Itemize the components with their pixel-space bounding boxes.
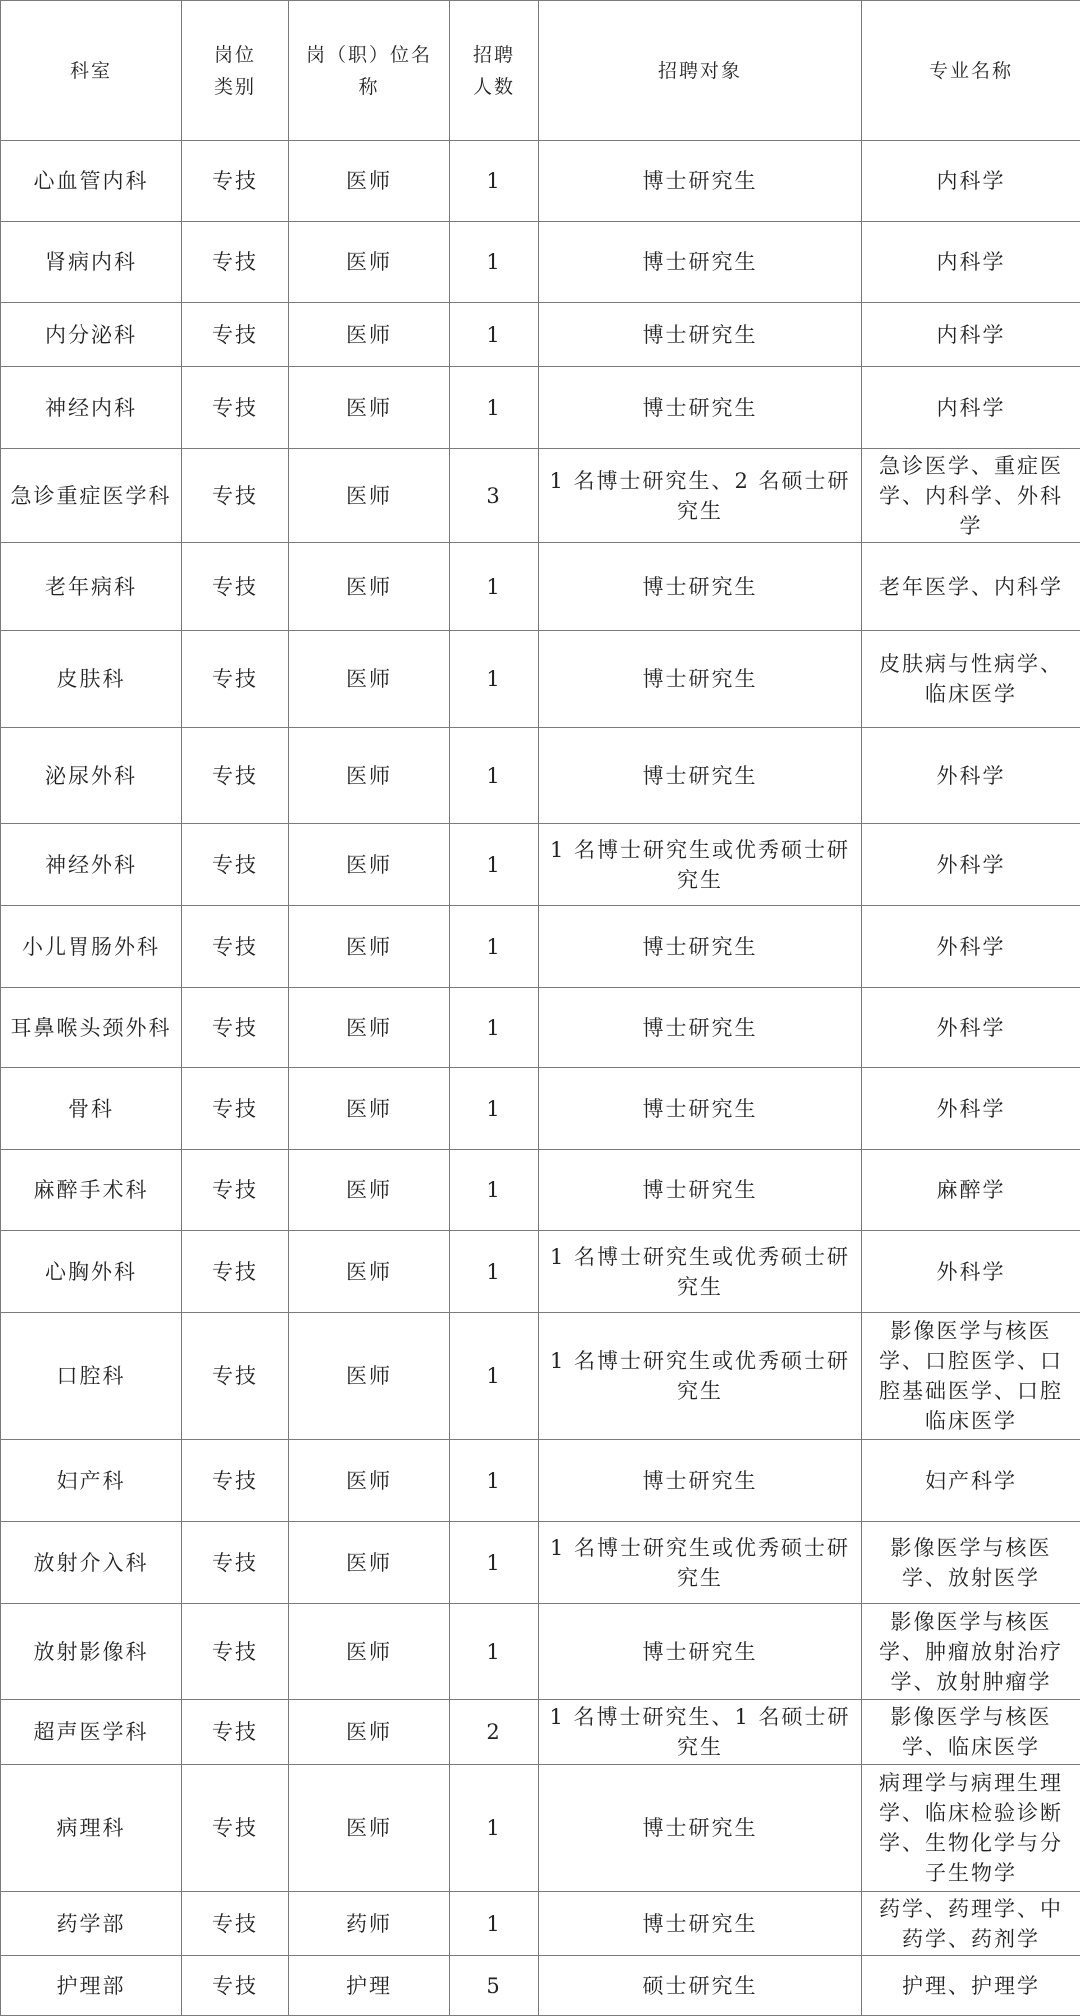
cell-major: 皮肤病与性病学、临床医学 xyxy=(862,631,1080,728)
cell-target: 1 名博士研究生、1 名硕士研究生 xyxy=(539,1700,862,1765)
cell-dept: 放射影像科 xyxy=(1,1604,182,1700)
cell-position: 医师 xyxy=(289,906,450,988)
cell-position: 医师 xyxy=(289,367,450,449)
cell-count: 1 xyxy=(450,1068,539,1150)
cell-count: 1 xyxy=(450,1892,539,1956)
cell-position: 医师 xyxy=(289,824,450,906)
cell-major: 影像医学与核医学、肿瘤放射治疗学、放射肿瘤学 xyxy=(862,1604,1080,1700)
cell-dept: 皮肤科 xyxy=(1,631,182,728)
cell-category: 专技 xyxy=(182,543,289,631)
cell-target: 博士研究生 xyxy=(539,543,862,631)
cell-target: 博士研究生 xyxy=(539,906,862,988)
cell-count: 1 xyxy=(450,1231,539,1313)
cell-count: 1 xyxy=(450,906,539,988)
cell-position: 医师 xyxy=(289,728,450,824)
cell-count: 1 xyxy=(450,543,539,631)
cell-dept: 肾病内科 xyxy=(1,222,182,303)
cell-count: 1 xyxy=(450,631,539,728)
cell-position: 医师 xyxy=(289,1440,450,1522)
cell-dept: 心血管内科 xyxy=(1,141,182,222)
cell-count: 5 xyxy=(450,1956,539,2016)
cell-dept: 药学部 xyxy=(1,1892,182,1956)
cell-major: 影像医学与核医学、放射医学 xyxy=(862,1522,1080,1604)
table-row xyxy=(1,988,1080,1068)
cell-category: 专技 xyxy=(182,1522,289,1604)
cell-target: 博士研究生 xyxy=(539,367,862,449)
cell-dept: 超声医学科 xyxy=(1,1700,182,1765)
cell-position: 医师 xyxy=(289,1700,450,1765)
table-row xyxy=(1,824,1080,906)
cell-count: 1 xyxy=(450,1604,539,1700)
cell-major: 影像医学与核医学、口腔医学、口腔基础医学、口腔临床医学 xyxy=(862,1313,1080,1440)
cell-position: 医师 xyxy=(289,543,450,631)
cell-major: 外科学 xyxy=(862,988,1080,1068)
table-row xyxy=(1,1150,1080,1231)
cell-category: 专技 xyxy=(182,988,289,1068)
cell-category: 专技 xyxy=(182,1150,289,1231)
cell-major: 麻醉学 xyxy=(862,1150,1080,1231)
cell-target: 博士研究生 xyxy=(539,141,862,222)
table-row xyxy=(1,449,1080,543)
cell-count: 1 xyxy=(450,728,539,824)
cell-count: 1 xyxy=(450,367,539,449)
cell-target: 博士研究生 xyxy=(539,1440,862,1522)
cell-target: 博士研究生 xyxy=(539,1892,862,1956)
cell-target: 博士研究生 xyxy=(539,1150,862,1231)
cell-count: 1 xyxy=(450,988,539,1068)
cell-position: 医师 xyxy=(289,988,450,1068)
cell-category: 专技 xyxy=(182,141,289,222)
cell-category: 专技 xyxy=(182,1700,289,1765)
cell-count: 1 xyxy=(450,222,539,303)
cell-dept: 麻醉手术科 xyxy=(1,1150,182,1231)
cell-position: 医师 xyxy=(289,1231,450,1313)
table-row xyxy=(1,1700,1080,1765)
cell-major: 急诊医学、重症医学、内科学、外科学 xyxy=(862,449,1080,543)
table-row xyxy=(1,141,1080,222)
table-row xyxy=(1,1604,1080,1700)
cell-target: 博士研究生 xyxy=(539,988,862,1068)
cell-count: 2 xyxy=(450,1700,539,1765)
cell-major: 内科学 xyxy=(862,141,1080,222)
cell-count: 1 xyxy=(450,824,539,906)
cell-category: 专技 xyxy=(182,824,289,906)
header-count: 招聘 人数 xyxy=(450,1,539,141)
cell-category: 专技 xyxy=(182,906,289,988)
cell-count: 1 xyxy=(450,1440,539,1522)
cell-category: 专技 xyxy=(182,631,289,728)
cell-dept: 小儿胃肠外科 xyxy=(1,906,182,988)
cell-category: 专技 xyxy=(182,222,289,303)
cell-category: 专技 xyxy=(182,1313,289,1440)
cell-target: 博士研究生 xyxy=(539,631,862,728)
table-row xyxy=(1,1956,1080,2016)
cell-count: 1 xyxy=(450,303,539,367)
cell-dept: 护理部 xyxy=(1,1956,182,2016)
cell-position: 护理 xyxy=(289,1956,450,2016)
cell-target: 1 名博士研究生或优秀硕士研究生 xyxy=(539,824,862,906)
cell-target: 1 名博士研究生或优秀硕士研究生 xyxy=(539,1231,862,1313)
cell-major: 内科学 xyxy=(862,367,1080,449)
cell-category: 专技 xyxy=(182,449,289,543)
cell-target: 博士研究生 xyxy=(539,728,862,824)
cell-category: 专技 xyxy=(182,303,289,367)
cell-category: 专技 xyxy=(182,728,289,824)
cell-major: 老年医学、内科学 xyxy=(862,543,1080,631)
table-row xyxy=(1,1231,1080,1313)
table-row xyxy=(1,1440,1080,1522)
cell-target: 博士研究生 xyxy=(539,1765,862,1892)
cell-category: 专技 xyxy=(182,1231,289,1313)
cell-position: 医师 xyxy=(289,222,450,303)
cell-target: 博士研究生 xyxy=(539,222,862,303)
cell-count: 1 xyxy=(450,1313,539,1440)
table-row xyxy=(1,728,1080,824)
cell-position: 医师 xyxy=(289,449,450,543)
cell-dept: 妇产科 xyxy=(1,1440,182,1522)
cell-major: 外科学 xyxy=(862,1231,1080,1313)
table-row xyxy=(1,1522,1080,1604)
table-row xyxy=(1,1765,1080,1892)
header-target: 招聘对象 xyxy=(539,1,862,141)
cell-position: 医师 xyxy=(289,1522,450,1604)
cell-category: 专技 xyxy=(182,1765,289,1892)
cell-major: 药学、药理学、中药学、药剂学 xyxy=(862,1892,1080,1956)
cell-position: 医师 xyxy=(289,303,450,367)
cell-dept: 心胸外科 xyxy=(1,1231,182,1313)
cell-dept: 内分泌科 xyxy=(1,303,182,367)
cell-target: 1 名博士研究生或优秀硕士研究生 xyxy=(539,1313,862,1440)
cell-dept: 病理科 xyxy=(1,1765,182,1892)
cell-dept: 泌尿外科 xyxy=(1,728,182,824)
cell-major: 内科学 xyxy=(862,222,1080,303)
cell-category: 专技 xyxy=(182,1068,289,1150)
table-row xyxy=(1,543,1080,631)
cell-position: 医师 xyxy=(289,1604,450,1700)
cell-target: 博士研究生 xyxy=(539,1068,862,1150)
cell-count: 1 xyxy=(450,141,539,222)
cell-major: 外科学 xyxy=(862,728,1080,824)
cell-position: 医师 xyxy=(289,141,450,222)
table-row xyxy=(1,303,1080,367)
table-row xyxy=(1,1892,1080,1956)
cell-position: 药师 xyxy=(289,1892,450,1956)
cell-target: 硕士研究生 xyxy=(539,1956,862,2016)
cell-dept: 神经外科 xyxy=(1,824,182,906)
table-row xyxy=(1,906,1080,988)
cell-target: 1 名博士研究生、2 名硕士研究生 xyxy=(539,449,862,543)
cell-major: 病理学与病理生理学、临床检验诊断学、生物化学与分子生物学 xyxy=(862,1765,1080,1892)
table-row xyxy=(1,222,1080,303)
cell-count: 3 xyxy=(450,449,539,543)
cell-position: 医师 xyxy=(289,1150,450,1231)
cell-dept: 神经内科 xyxy=(1,367,182,449)
cell-dept: 放射介入科 xyxy=(1,1522,182,1604)
cell-dept: 老年病科 xyxy=(1,543,182,631)
cell-count: 1 xyxy=(450,1150,539,1231)
cell-position: 医师 xyxy=(289,1765,450,1892)
cell-category: 专技 xyxy=(182,1440,289,1522)
cell-count: 1 xyxy=(450,1765,539,1892)
cell-dept: 耳鼻喉头颈外科 xyxy=(1,988,182,1068)
cell-category: 专技 xyxy=(182,1604,289,1700)
cell-major: 外科学 xyxy=(862,906,1080,988)
header-major: 专业名称 xyxy=(862,1,1080,141)
cell-dept: 急诊重症医学科 xyxy=(1,449,182,543)
cell-major: 妇产科学 xyxy=(862,1440,1080,1522)
cell-major: 内科学 xyxy=(862,303,1080,367)
header-dept: 科室 xyxy=(1,1,182,141)
cell-category: 专技 xyxy=(182,367,289,449)
cell-target: 博士研究生 xyxy=(539,1604,862,1700)
table-row xyxy=(1,1313,1080,1440)
cell-dept: 骨科 xyxy=(1,1068,182,1150)
cell-dept: 口腔科 xyxy=(1,1313,182,1440)
table-row xyxy=(1,1068,1080,1150)
cell-major: 护理、护理学 xyxy=(862,1956,1080,2016)
header-category: 岗位 类别 xyxy=(182,1,289,141)
cell-major: 外科学 xyxy=(862,824,1080,906)
header-row xyxy=(1,1,1080,141)
cell-target: 1 名博士研究生或优秀硕士研究生 xyxy=(539,1522,862,1604)
cell-count: 1 xyxy=(450,1522,539,1604)
cell-category: 专技 xyxy=(182,1892,289,1956)
table-row xyxy=(1,367,1080,449)
cell-position: 医师 xyxy=(289,1068,450,1150)
header-position: 岗（职）位名称 xyxy=(289,1,450,141)
cell-position: 医师 xyxy=(289,1313,450,1440)
cell-position: 医师 xyxy=(289,631,450,728)
cell-category: 专技 xyxy=(182,1956,289,2016)
cell-major: 外科学 xyxy=(862,1068,1080,1150)
table-row xyxy=(1,631,1080,728)
cell-target: 博士研究生 xyxy=(539,303,862,367)
cell-major: 影像医学与核医学、临床医学 xyxy=(862,1700,1080,1765)
